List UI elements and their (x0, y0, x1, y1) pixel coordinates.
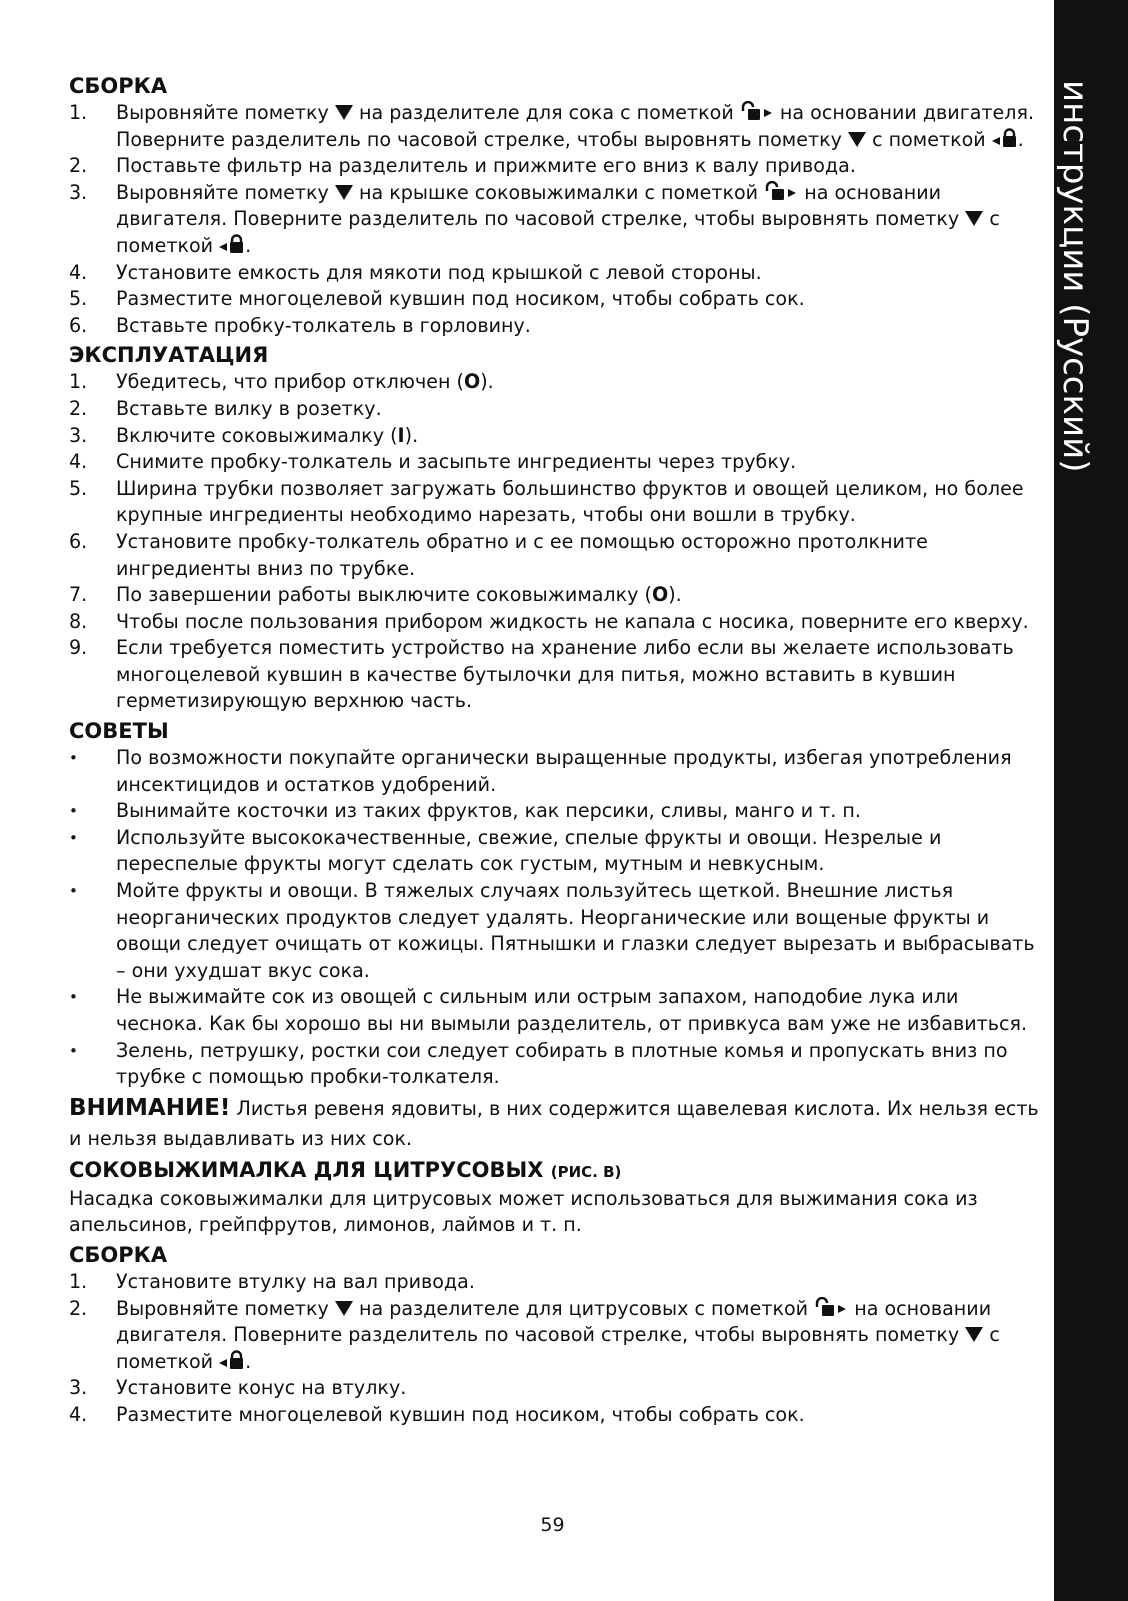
list-item: 8. Чтобы после пользования прибором жидкость не капала с носика, поверните его кверху. (69, 609, 1039, 636)
item-number: 4. (69, 450, 88, 474)
list-item: • По возможности покупайте органически выращенные продукты, избегая употребления инсектицидов и остатков удобрений. (69, 746, 1012, 796)
page-content (69, 70, 1039, 1429)
citrus-heading: СОКОВЫЖИМАЛКА ДЛЯ ЦИТРУСОВЫХ (РИС. B) (69, 1157, 622, 1182)
item-number: 3. (69, 423, 88, 447)
triangle-down-icon (335, 184, 353, 201)
bullet: • (69, 1041, 78, 1060)
list-item: 2. Вставьте вилку в розетку. (69, 396, 1039, 423)
item-number: 1. (69, 101, 88, 124)
bullet: • (69, 802, 78, 821)
item-number: 1. (69, 370, 88, 394)
item-number: 4. (69, 1402, 88, 1426)
list-item: 2. Выровняйте пометку на разделителе для цитрусовых с пометкой на основании двигателя. Поверните разделитель по часовой стрелке, чтобы выровнять пометку с пометкой . (69, 1296, 1000, 1373)
list-item: 1. Установите втулку на вал привода. (69, 1269, 1039, 1296)
operation-heading: ЭКСПЛУАТАЦИЯ (69, 343, 269, 368)
list-item: • Мойте фрукты и овощи. В тяжелых случаях пользуйтесь щеткой. Внешние листья неорганических продуктов следует удалять. Неорганические или вощеные фрукты и овощи следует очищать от кожицы. Пятнышки и глазки следует вырезать и выбрасывать – они ухудшат вкус сока. (69, 879, 1035, 982)
bullet: • (69, 988, 78, 1007)
citrus-assembly-list (69, 1269, 1039, 1429)
triangle-down-icon (965, 1326, 983, 1343)
tips-heading: СОВЕТЫ (69, 719, 169, 744)
list-item: 4. Снимите пробку-толкатель и засыпьте ингредиенты через трубку. (69, 449, 1039, 476)
list-item: 6. Установите пробку-толкатель обратно и с ее помощью осторожно протолкните ингредиенты вниз по трубке. (69, 529, 928, 580)
list-item: 3. Установите конус на втулку. (69, 1375, 1039, 1402)
off-symbol: O (464, 370, 481, 394)
unlock-arrow-icon (740, 101, 774, 121)
bullet: • (69, 882, 78, 901)
unlock-arrow-icon (764, 181, 798, 201)
item-number: 3. (69, 180, 88, 204)
item-number: 2. (69, 1296, 88, 1320)
list-item: • Используйте высококачественные, свежие, спелые фрукты и овощи. Незрелые и переспелые фрукты могут сделать сок густым, мутным и невкусным. (69, 825, 942, 876)
list-item: 6. Вставьте пробку-толкатель в горловину. (69, 313, 1039, 340)
triangle-down-icon (848, 131, 866, 148)
item-number: 2. (69, 396, 88, 420)
list-item: 3. Включите соковыжималку (I). (69, 423, 1039, 450)
page-number: 59 (540, 1514, 565, 1536)
triangle-down-icon (335, 104, 353, 121)
warning-text: Листья ревеня ядовиты, в них содержится щавелевая кислота. Их нельзя есть и нельзя выдавливать из них сок. (69, 1096, 1039, 1150)
unlock-arrow-icon (814, 1297, 848, 1317)
item-number: 9. (69, 636, 88, 660)
list-item: 2. Поставьте фильтр на разделитель и прижмите его вниз к валу привода. (69, 153, 1039, 180)
item-number: 1. (69, 1269, 88, 1293)
triangle-down-icon (965, 210, 983, 227)
item-number: 5. (69, 287, 88, 311)
item-number: 6. (69, 529, 88, 553)
operation-list (69, 369, 1039, 715)
item-number: 4. (69, 260, 88, 284)
citrus-description: Насадка соковыжималки для цитрусовых может использоваться для выжимания сока из апельсинов, грейпфрутов, лимонов, лаймов и т. п. (69, 1186, 978, 1237)
list-item: 5. Разместите многоцелевой кувшин под носиком, чтобы собрать сок. (69, 286, 1039, 313)
list-item: 5. Ширина трубки позволяет загружать большинство фруктов и овощей целиком, но более крупные ингредиенты необходимо нарезать, чтобы они вошли в трубку. (69, 476, 1024, 527)
on-symbol: I (397, 423, 405, 447)
warning-label: ВНИМАНИЕ! (69, 1094, 231, 1121)
list-item: 9. Если требуется поместить устройство на хранение либо если вы желаете использовать многоцелевой кувшин в качестве бутылочки для питья, можно вставить в кувшин герметизирующую верхнюю часть. (69, 636, 1014, 713)
item-number: 8. (69, 609, 88, 633)
list-item: • Вынимайте косточки из таких фруктов, как персики, сливы, манго и т. п. (69, 798, 1039, 825)
item-number: 6. (69, 313, 88, 337)
lock-arrow-icon (219, 233, 245, 254)
figure-reference: (РИС. B) (550, 1162, 622, 1181)
list-item: 4. Разместите многоцелевой кувшин под носиком, чтобы собрать сок. (69, 1402, 1039, 1429)
list-item: • Не выжимайте сок из овощей с сильным или острым запахом, наподобие лука или чеснока. Как бы хорошо вы ни вымыли разделитель, от привкуса вам уже не избавиться. (69, 985, 1028, 1035)
item-number: 7. (69, 583, 88, 607)
warning-paragraph (69, 1093, 1039, 1154)
lock-arrow-icon (992, 127, 1018, 148)
triangle-down-icon (335, 1300, 353, 1317)
item-number: 3. (69, 1376, 88, 1400)
list-item: 7. По завершении работы выключите соковыжималку (O). (69, 582, 1039, 609)
lock-arrow-icon (219, 1349, 245, 1370)
list-item: 1. Убедитесь, что прибор отключен (O). (69, 369, 1039, 396)
sidebar-title: инструкции (Русский) (1055, 80, 1095, 473)
tips-list (69, 745, 1039, 1091)
list-item: 1. Выровняйте пометку на разделителе для сока с пометкой на основании двигателя. Поверните разделитель по часовой стрелке, чтобы выровнять пометку с пометкой . (69, 101, 1035, 151)
item-number: 2. (69, 154, 88, 178)
list-item: 4. Установите емкость для мякоти под крышкой с левой стороны. (69, 260, 1039, 287)
assembly-heading: СБОРКА (69, 74, 168, 98)
bullet: • (69, 828, 78, 847)
citrus-assembly-heading: СБОРКА (69, 1242, 168, 1267)
list-item: 3. Выровняйте пометку на крышке соковыжималки с пометкой на основании двигателя. Поверните разделитель по часовой стрелке, чтобы выровнять пометку с пометкой . (69, 180, 1000, 257)
off-symbol: O (651, 583, 669, 607)
assembly-list (69, 100, 1039, 339)
bullet: • (69, 749, 78, 768)
list-item: • Зелень, петрушку, ростки сои следует собирать в плотные комья и пропускать вниз по трубке с помощью пробки-толкателя. (69, 1038, 1008, 1089)
item-number: 5. (69, 476, 88, 500)
